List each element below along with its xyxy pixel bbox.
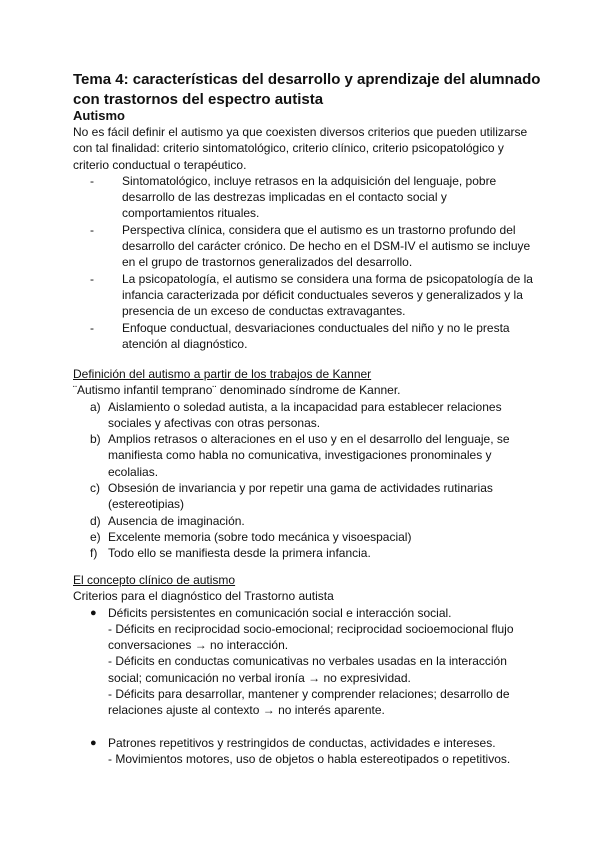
kanner-section (73, 366, 533, 562)
kanner-item-text: Obsesión de invariancia y por repetir una gama de actividades rutinarias (estereotipias) (108, 481, 493, 512)
list-item (73, 529, 533, 545)
clinico-bullet-text: Déficits persistentes en comunicación social e interacción social. (108, 605, 452, 620)
list-marker: - (90, 271, 94, 286)
bullet-icon: ● (90, 736, 97, 749)
list-marker: - (90, 320, 94, 335)
list-item (73, 399, 533, 432)
list-marker: b) (90, 432, 101, 447)
section-heading-kanner: Definición del autismo a partir de los trabajos de Kanner (73, 367, 372, 381)
list-marker: f) (90, 546, 98, 561)
clinico-sub-item: - Déficits en reciprocidad socio-emocional; reciprocidad socioemocional flujo conversaciones → no interacción. (108, 621, 514, 653)
list-marker: a) (90, 399, 101, 414)
list-item (73, 271, 533, 320)
kanner-item-text: Aislamiento o soledad autista, a la incapacidad para establecer relaciones sociales y afectivas con otras personas. (108, 399, 502, 430)
kanner-item-text: Amplios retrasos o alteraciones en el uso y en el desarrollo del lenguaje, se manifiesta como habla no comunicativa, investigaciones pronominales y ecolalias. (108, 432, 510, 479)
list-item (73, 545, 533, 561)
list-item (73, 735, 533, 768)
list-item (73, 480, 533, 513)
list-item (73, 320, 533, 353)
list-spacer (73, 719, 533, 735)
kanner-item-text: Excelente memoria (sobre todo mecánica y visoespacial) (108, 529, 412, 544)
list-item (73, 431, 533, 480)
criteria-text: Perspectiva clínica, considera que el autismo es un trastorno profundo del desarrollo del carácter crónico. De hecho en el DSM-IV el autismo se incluye en el grupo de trastornos generalizados del desarrollo. (122, 222, 531, 270)
list-marker: e) (90, 529, 101, 544)
section-heading-autismo: Autismo (73, 108, 125, 123)
list-marker: c) (90, 481, 100, 496)
criteria-text: Sintomatológico, incluye retrasos en la adquisición del lenguaje, pobre desarrollo de las destrezas implicadas en el contacto social y comportamientos rituales. (122, 173, 497, 221)
clinico-sub-item: - Déficits para desarrollar, mantener y comprender relaciones; desarrollo de relaciones ajuste al contexto → no interés aparente. (108, 687, 510, 718)
clinico-sub-item: - Déficits en conductas comunicativas no verbales usadas en la interacción social; comunicación no verbal ironía → no expresividad. (108, 654, 507, 685)
autismo-section (73, 124, 533, 352)
section-heading-clinico: El concepto clínico de autismo (73, 573, 236, 587)
clinico-sub-item: - Movimientos motores, uso de objetos o habla estereotipados o repetitivos. (108, 751, 511, 766)
list-item (73, 605, 533, 719)
kanner-item-text: Ausencia de imaginación. (108, 513, 245, 528)
autismo-intro: No es fácil definir el autismo ya que coexisten diversos criterios que pueden utilizarse con tal finalidad: criterio sintomatológico, criterio clínico, criterio psicopatológico y criterio conductual o terapéutico. (73, 125, 528, 172)
kanner-list (73, 399, 533, 562)
kanner-subtitle: ¨Autismo infantil temprano¨ denominado síndrome de Kanner. (73, 383, 401, 398)
clinico-section (73, 572, 533, 767)
criteria-text: La psicopatología, el autismo se considera una forma de psicopatología de la infancia caracterizada por déficit conductuales severos y generalizados y la presencia de un exceso de conductas extravagantes. (122, 271, 533, 319)
page-title: Tema 4: características del desarrollo y aprendizaje del alumnado con trastornos del espectro autista (73, 71, 541, 108)
list-marker: - (90, 222, 94, 237)
list-item (73, 513, 533, 529)
criteria-list (73, 173, 533, 352)
list-item (73, 222, 533, 271)
clinico-bullet-text: Patrones repetitivos y restringidos de conductas, actividades e intereses. (108, 735, 496, 750)
list-marker: d) (90, 513, 101, 528)
list-item (73, 173, 533, 222)
list-marker: - (90, 173, 94, 188)
criteria-text: Enfoque conductual, desvariaciones conductuales del niño y no le presta atención al diagnóstico. (122, 320, 510, 351)
kanner-item-text: Todo ello se manifiesta desde la primera infancia. (108, 546, 371, 561)
clinico-subtitle: Criterios para el diagnóstico del Trastorno autista (73, 589, 334, 604)
bullet-icon: ● (90, 606, 97, 619)
clinico-list (73, 605, 533, 768)
